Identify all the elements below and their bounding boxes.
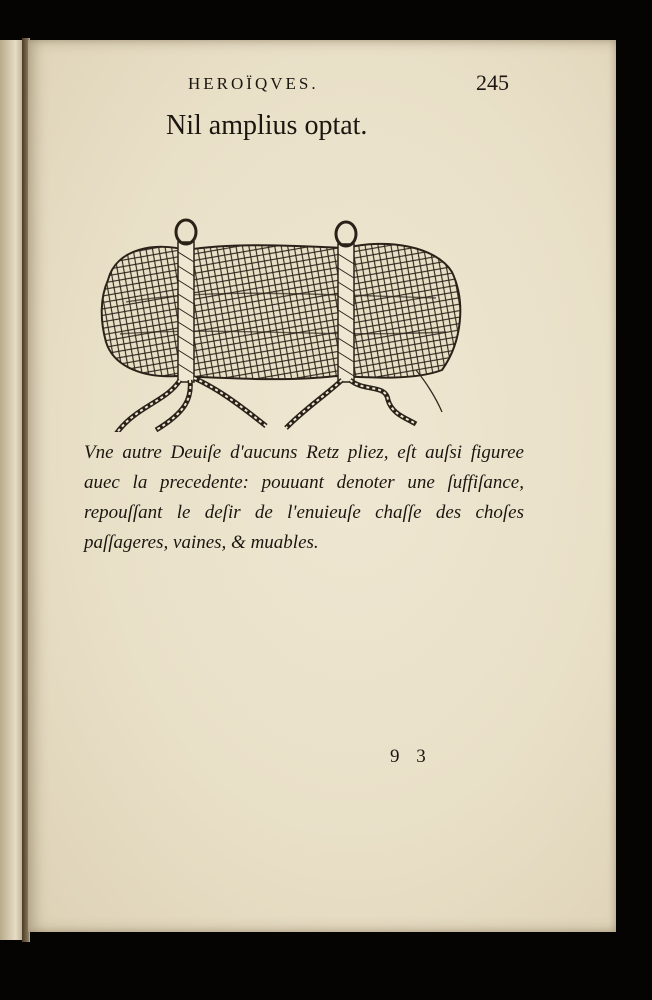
page-number: 245 — [476, 70, 509, 95]
bleed-through-text — [78, 600, 548, 628]
rolled-net-woodcut-image — [86, 202, 466, 432]
signature-mark: 9 3 — [390, 746, 432, 767]
emblem-caption: Vne autre Deuiſe d'aucuns Retz pliez, eſt auſsi figuree auec la precedente: pouuant denoter une ſuffiſance, repouſſant le deſir de l'enuieuſe chaſſe des choſes paſſageres, vaines, & muables. — [84, 442, 524, 553]
book-page — [28, 40, 616, 932]
running-head: HEROÏQVES. — [188, 74, 319, 93]
emblem-motto: Nil amplius optat. — [166, 110, 368, 141]
